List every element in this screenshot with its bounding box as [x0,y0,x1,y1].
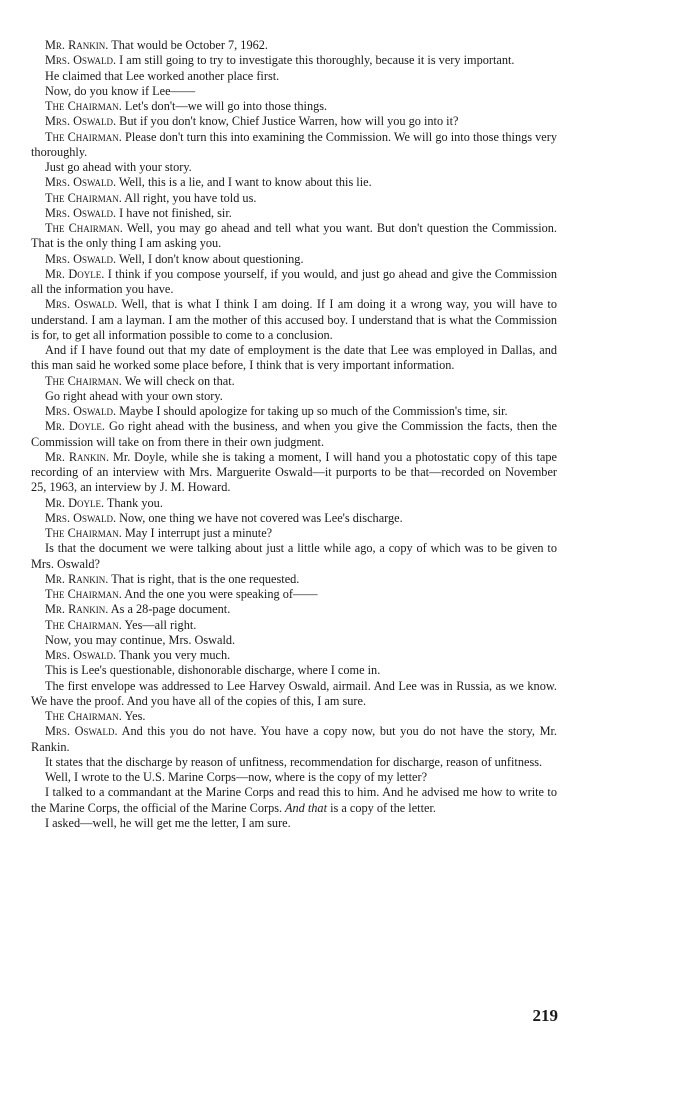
paragraph-text: Well, I wrote to the U.S. Marine Corps—now, where is the copy of my letter? [45,770,428,784]
speaker-name: The Chairman. [45,709,122,723]
paragraph-text: I asked—well, he will get me the letter, I am sure. [45,815,291,830]
transcript-paragraph [31,206,557,221]
transcript-paragraph [31,587,557,602]
paragraph-text: I think if you compose yourself, if you would, and just go ahead and give the Commission all the information you have. [31,266,557,296]
paragraph-text: And if I have found out that my date of employment is the date that Lee was employed in Dallas, and this man said he worked some place before, I think that is very important information. [31,343,557,373]
transcript-paragraph [31,709,557,724]
paragraph-text: We will check on that. [121,373,235,388]
transcript-paragraph [31,99,557,114]
paragraph-text: Go right ahead with your own story. [45,388,223,403]
transcript-paragraph [31,53,557,68]
speaker-name: The Chairman. [45,587,122,601]
speaker-name: Mrs. Oswald. [45,297,118,312]
speaker-name: The Chairman. [45,99,122,113]
transcript-paragraph [31,404,557,419]
speaker-name: Mrs. Oswald. [45,175,117,190]
speaker-name: Mrs. Oswald. [45,53,117,68]
speaker-name: Mr. Rankin. [45,38,109,52]
speaker-name: The Chairman. [45,221,123,235]
speaker-name: Mr. Rankin. [45,571,109,586]
speaker-name: Mr. Doyle. [45,419,106,434]
transcript-paragraph [31,526,557,541]
transcript-paragraph [31,175,557,190]
paragraph-text: Let's don't—we will go into those things. [121,99,328,113]
transcript-paragraph [31,267,557,298]
paragraph-text: But if you don't know, Chief Justice Warren, how will you go into it? [116,114,459,129]
transcript-paragraph [31,252,557,267]
speaker-name: Mrs. Oswald. [45,648,117,662]
paragraph-text: The first envelope was addressed to Lee Harvey Oswald, airmail. And Lee was in Russia, as we know. We have the proof. And you have all of the copies of this, I am sure. [31,678,557,708]
transcript-paragraph [31,496,557,511]
paragraph-text: Thank you very much. [116,648,231,662]
speaker-name: Mrs. Oswald. [45,205,117,220]
paragraph-text: That is right, that is the one requested. [108,571,300,586]
transcript-paragraph [31,297,557,343]
paragraph-text: This is Lee's questionable, dishonorable discharge, where I come in. [45,663,381,678]
paragraph-text: Well, you may go ahead and tell what you want. But don't question the Commission. That is the only thing I am asking you. [31,221,558,251]
transcript-body [31,38,557,831]
transcript-paragraph [31,389,557,404]
speaker-name: The Chairman. [45,373,122,388]
transcript-paragraph [31,450,557,496]
paragraph-text: Now, you may continue, Mrs. Oswald. [45,632,236,647]
transcript-paragraph [31,130,557,161]
transcript-paragraph [31,114,557,129]
speaker-name: Mr. Doyle. [45,495,105,510]
speaker-name: Mrs. Oswald. [45,404,117,418]
transcript-paragraph [31,633,557,648]
paragraph-text: Yes. [121,709,146,723]
speaker-name: The Chairman. [45,617,122,632]
paragraph-text: Now, one thing we have not covered was Lee's discharge. [116,510,403,525]
paragraph-text: It states that the discharge by reason of unfitness, recommendation for discharge, reason of unfitness. [45,754,543,769]
paragraph-text: And the one you were speaking of—— [121,587,318,601]
transcript-paragraph [31,191,557,206]
transcript-paragraph [31,572,557,587]
speaker-name: Mr. Doyle. [45,266,105,281]
paragraph-text: Thank you. [104,495,163,510]
paragraph-text: Just go ahead with your story. [45,160,192,174]
paragraph-text: Well, that is what I think I am doing. If I am doing it a wrong way, you will have to understand. I am a layman. I am the mother of this accused boy. I understand that is what the Commission is for, to get all information possible to come to a conclusion. [31,297,558,342]
transcript-paragraph [31,724,557,755]
paragraph-text: Maybe I should apologize for taking up so much of the Commission's time, sir. [116,404,508,418]
paragraph-text: Now, do you know if Lee—— [45,83,196,98]
speaker-name: The Chairman. [45,190,122,205]
transcript-paragraph [31,160,557,175]
page-number: 219 [532,1006,558,1025]
speaker-name: Mr. Rankin. [45,449,110,464]
transcript-paragraph [31,374,557,389]
paragraph-text: That would be October 7, 1962. [108,38,268,52]
transcript-paragraph [31,770,557,785]
speaker-name: The Chairman. [45,129,122,144]
paragraph-text: All right, you have told us. [121,190,257,205]
paragraph-text: I talked to a commandant at the Marine Corps and read this to him. And he advised me how to write to the Marine Corps, the official of the Marine Corps. [31,785,557,815]
transcript-paragraph [31,816,557,831]
speaker-name: Mrs. Oswald. [45,510,117,525]
speaker-name: Mrs. Oswald. [45,114,117,129]
paragraph-text: Go right ahead with the business, and when you give the Commission the facts, then the Commission will take on from there in their own judgment. [31,419,557,449]
paragraph-text: Mr. Doyle, while she is taking a moment, I will hand you a photostatic copy of this tape recording of an interview with Mrs. Marguerite Oswald—it purports to be that—recorded on November 25, 1963, an interview by J. M. Howard. [31,449,557,495]
paragraph-text: Please don't turn this into examining the Commission. We will go into those things very thoroughly. [31,129,558,159]
transcript-paragraph [31,755,557,770]
transcript-paragraph [31,38,557,53]
paragraph-text: As a 28-page document. [108,602,231,617]
transcript-paragraph [31,69,557,84]
speaker-name: The Chairman. [45,526,122,540]
transcript-paragraph [31,221,557,252]
transcript-paragraph [31,541,557,572]
italic-text: And that [282,800,327,815]
transcript-paragraph [31,343,557,374]
speaker-name: Mrs. Oswald. [45,724,118,739]
paragraph-text-rest: is a copy of the letter. [327,800,436,815]
transcript-paragraph [31,419,557,450]
transcript-paragraph [31,602,557,617]
paragraph-text: Is that the document we were talking about just a little while ago, a copy of which was to be given to Mrs. Oswald? [31,541,557,571]
transcript-paragraph [31,785,557,816]
transcript-paragraph [31,84,557,99]
paragraph-text: Well, I don't know about questioning. [116,251,304,266]
paragraph-text: I have not finished, sir. [116,205,232,220]
paragraph-text: I am still going to try to investigate this thoroughly, because it is very important. [116,53,515,68]
speaker-name: Mr. Rankin. [45,602,109,617]
transcript-paragraph [31,648,557,663]
transcript-paragraph [31,679,557,710]
paragraph-text: He claimed that Lee worked another place first. [45,68,280,83]
transcript-paragraph [31,511,557,526]
transcript-paragraph [31,663,557,678]
speaker-name: Mrs. Oswald. [45,251,117,266]
paragraph-text: And this you do not have. You have a copy now, but you do not have the story, Mr. Rankin. [31,724,558,754]
transcript-paragraph [31,618,557,633]
paragraph-text: Yes—all right. [121,617,197,632]
paragraph-text: May I interrupt just a minute? [121,526,273,540]
paragraph-text: Well, this is a lie, and I want to know about this lie. [116,175,372,190]
